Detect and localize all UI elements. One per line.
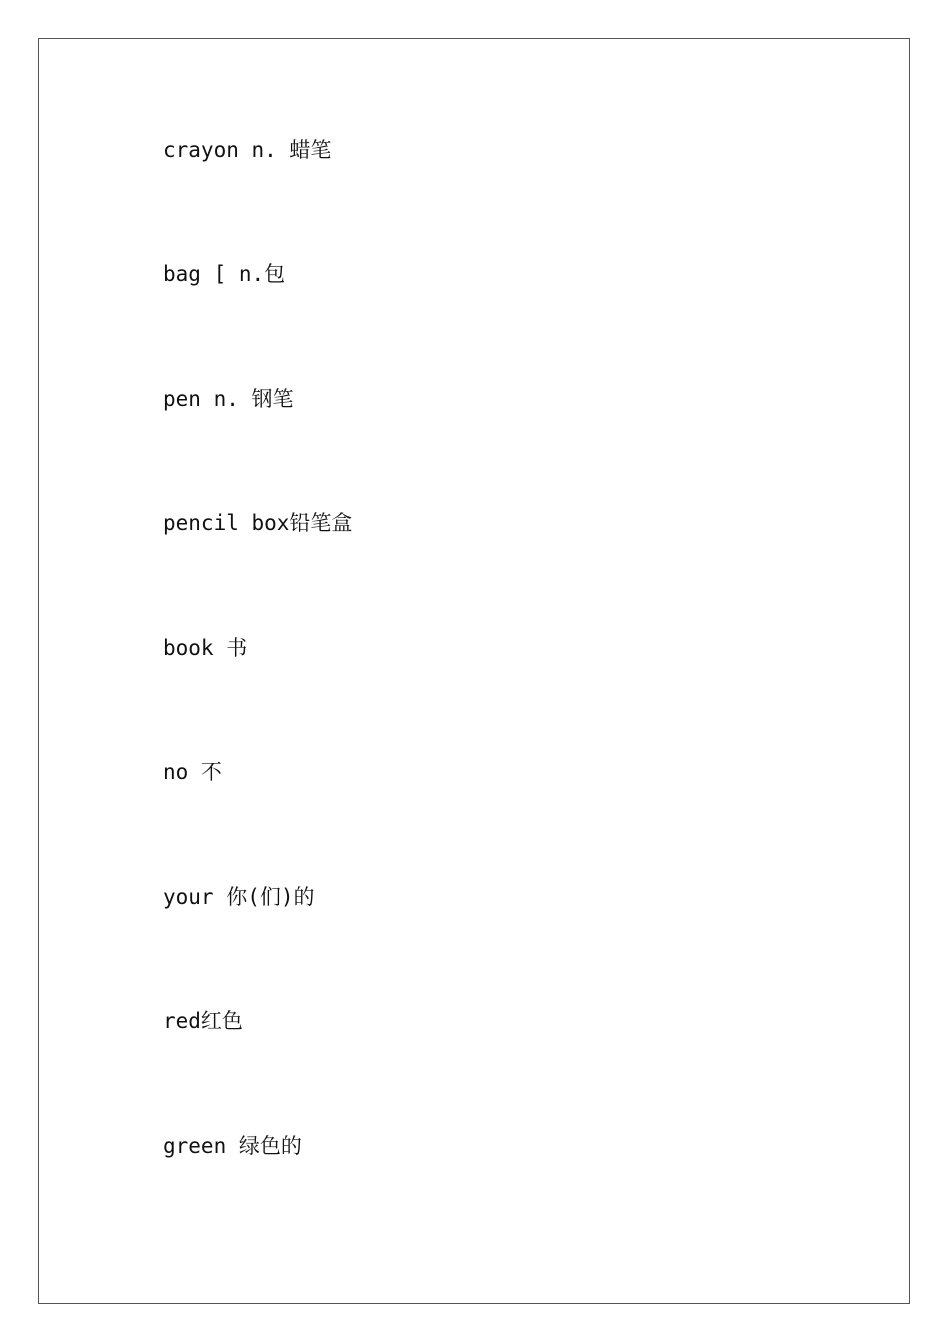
vocabulary-entry-pencil-box: pencil box铅笔盒: [163, 511, 353, 535]
vocabulary-entry-red: red红色: [163, 1009, 243, 1033]
vocabulary-entry-your: your 你(们)的: [163, 885, 315, 909]
vocabulary-entry-green: green 绿色的: [163, 1134, 302, 1158]
vocabulary-entry-book: book 书: [163, 636, 248, 660]
document-page: [38, 38, 910, 1304]
vocabulary-entry-no: no 不: [163, 760, 222, 784]
vocabulary-entry-crayon: crayon n. 蜡笔: [163, 138, 332, 162]
vocabulary-entry-pen: pen n. 钢笔: [163, 387, 294, 411]
vocabulary-entry-bag: bag [ n.包: [163, 262, 286, 286]
